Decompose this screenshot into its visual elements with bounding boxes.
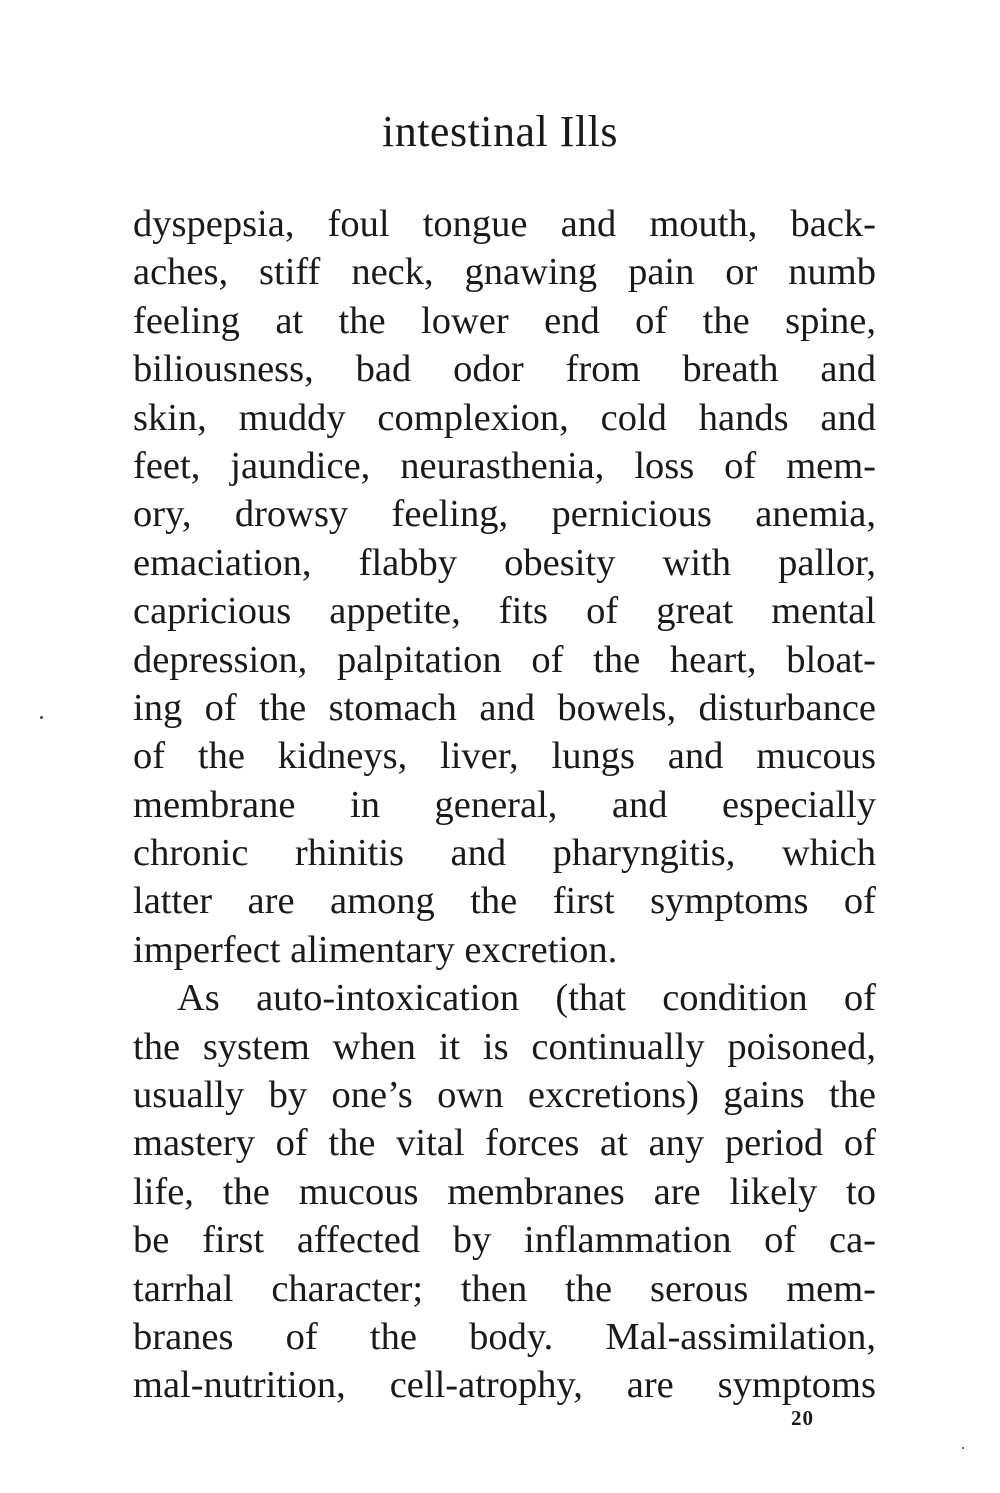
text-line: mastery of the vital forces at any period of [133, 1122, 876, 1165]
text-line: feeling at the lower end of the spine, [133, 299, 876, 342]
text-line: emaciation, flabby obesity with pallor, [133, 541, 876, 584]
text-line: feet, jaundice, neurasthenia, loss of mem- [133, 444, 876, 487]
text-line: aches, stiff neck, gnawing pain or numb [133, 251, 876, 294]
text-line: life, the mucous membranes are likely to [133, 1170, 876, 1213]
text-line: usually by one’s own excretions) gains the [133, 1074, 876, 1117]
text-line: skin, muddy complexion, cold hands and [133, 396, 876, 439]
text-line: biliousness, bad odor from breath and [133, 348, 876, 391]
text-line: branes of the body. Mal-assimilation, [133, 1315, 876, 1358]
text-line: capricious appetite, fits of great mental [133, 590, 876, 633]
text-line: tarrhal character; then the serous mem- [133, 1267, 876, 1310]
paragraph-start-line: As auto-intoxication (that condition of [177, 977, 876, 1020]
text-line: imperfect alimentary excretion. [133, 928, 618, 971]
print-speck [962, 1447, 964, 1449]
page-number: 20 [791, 1406, 814, 1430]
body-text [133, 200, 876, 1410]
text-line: ory, drowsy feeling, pernicious anemia, [133, 493, 876, 536]
text-line: mal-nutrition, cell-atrophy, are symptoms [133, 1364, 876, 1407]
text-line: be first affected by inflammation of ca- [133, 1219, 876, 1262]
text-line: of the kidneys, liver, lungs and mucous [133, 735, 876, 778]
print-speck [40, 716, 43, 719]
text-line: latter are among the first symptoms of [133, 880, 876, 923]
text-line: depression, palpitation of the heart, bloat- [133, 638, 876, 681]
text-line: membrane in general, and especially [133, 783, 876, 826]
text-line: chronic rhinitis and pharyngitis, which [133, 832, 876, 875]
text-line: dyspepsia, foul tongue and mouth, back- [133, 203, 876, 245]
running-head: intestinal Ills [381, 107, 619, 156]
text-line: ing of the stomach and bowels, disturbance [133, 686, 876, 729]
text-line: the system when it is continually poisoned, [133, 1025, 876, 1068]
